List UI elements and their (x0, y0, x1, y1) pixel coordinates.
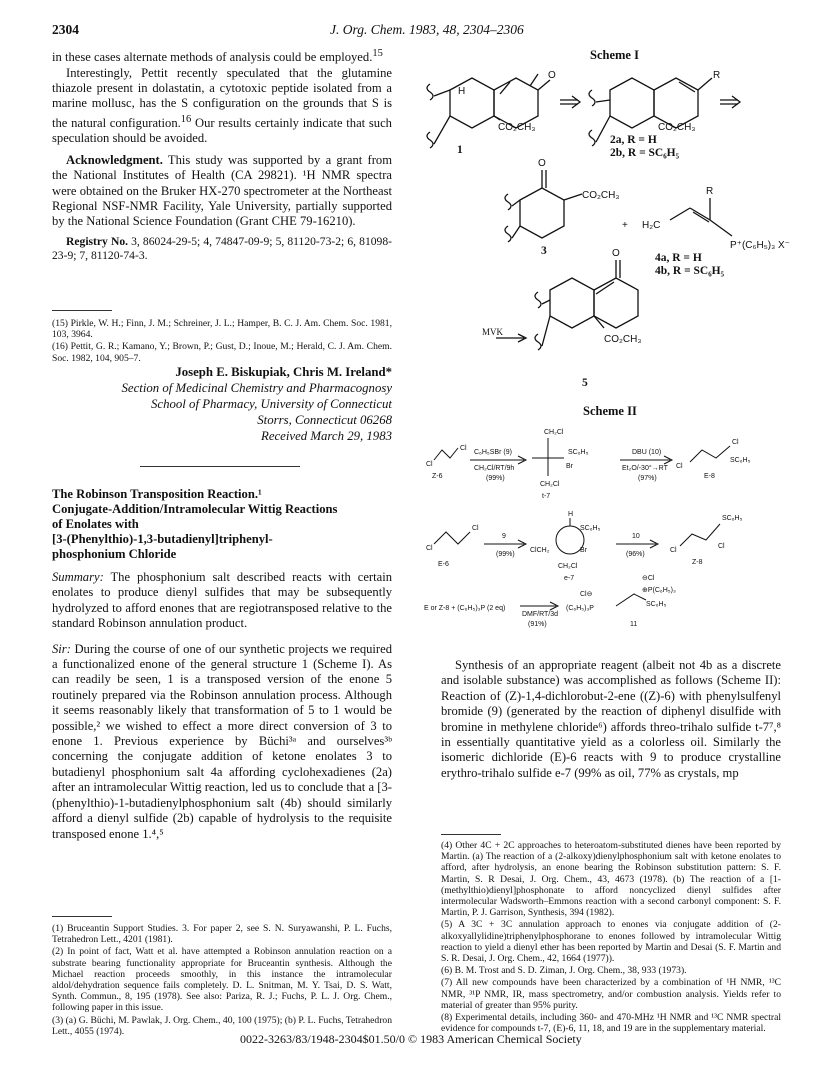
para-pettit: Interestingly, Pettit recently speculated that the glutamine thiazole present in dolastatin, a cytotoxic peptide isolated from a marine mollusc, has the S configuration on the grounds that S is the natural configuration. (52, 65, 392, 130)
atom-label: SC₆H₅ (568, 449, 589, 456)
footnote-rule (52, 310, 112, 311)
atom-label: C₆H₅SBr (9) (474, 449, 512, 456)
title-line-4: [3-(Phenylthio)-1,3-butadienyl]triphenyl- (52, 532, 273, 546)
atom-label: CO₂CH₃ (604, 334, 642, 345)
sir-text: During the course of one of our synthetic projects we required a functionalized enone of the general structure 1 (Scheme I). As can readily be seen, 1 is a transposed version of the enone 5 routinely prepared via the Robinson annulation process. Although it seems reasonably likely that transformation of 5 to 1 would be possible,² we wished to effect a more direct conversion of 3 to enone 1. Previous experience by Büchi³ᵃ and ourselves³ᵇ concerning the conjugate addition of ketone enolates 3 to butadienyl phosphonium salt 4a affording cyclohexadienes (2a) after an intramolecular Wittig reaction, led us to conclude that a [3-(phenylthio)-1-butadienylphosphonium salt (4b) should similarly afford a dienyl sulfide (2b) capable of hydrolysis to the requisite transposed enone 1.⁴,⁵ (52, 641, 392, 841)
atom-label: Cl (732, 439, 739, 446)
atom-label: (91%) (528, 621, 547, 628)
atom-label: 10 (632, 533, 640, 540)
footnote-8: (8) Experimental details, including 360- and 470-MHz ¹H NMR and ¹³C NMR spectral evidence for compounds t-7, (E)-6, 11, 18, and 19 are in the supplementary material. (441, 1012, 781, 1035)
atom-label: (99%) (486, 475, 505, 482)
footnote-1: (1) Bruceantin Support Studies. 3. For paper 2, see S. N. Suryawanshi, P. L. Fuchs, Tetrahedron Lett., 4201 (1981). (52, 923, 392, 946)
scheme-2-title: Scheme II (583, 404, 637, 418)
label-4b: 4b, R = SC₆H₅ (655, 265, 725, 277)
footnotes-top (52, 318, 392, 365)
received-date: Received March 29, 1983 (261, 429, 392, 443)
scheme-1-drawing (420, 60, 790, 430)
footnote-15: (15) Pirkle, W. H.; Finn, J. M.; Schreiner, J. L.; Hamper, B. C. J. Am. Chem. Soc. 1981, 103, 3964. (52, 318, 392, 341)
authors: Joseph E. Biskupiak, Chris M. Ireland* (175, 365, 392, 379)
title-line-5: phosphonium Chloride (52, 547, 177, 561)
atom-label: 11 (630, 621, 638, 628)
atom-label: e-7 (564, 575, 575, 582)
footnote-2: (2) In point of fact, Watt et al. have attempted a Robinson annulation reaction on a substrate bearing functionality appropriate for Bruceantin synthesis. Although the Michael reaction proceeds smoothly, in this instance the intramolecular aldol/dehydration sequence fails completely. D. L. Snitman, M. Y. Tsai, D. S. Watt, Synth. Commun., 8, 195 (1978). See also: Pariza, R. J.; Fuchs, P. L. J. Org. Chem., following paper in this issue. (52, 946, 392, 1014)
atom-label: DBU (10) (632, 449, 662, 456)
atom-label: Cl (426, 545, 433, 552)
atom-label: E-8 (704, 473, 715, 480)
footnotes-bottom-left (52, 923, 392, 1038)
left-column-top (52, 46, 392, 263)
summary-heading: Summary: (52, 570, 104, 584)
para-synthesis: Synthesis of an appropriate reagent (albeit not 4b as a discrete and isolable substance) was accomplished as follows (Scheme II): Reaction of (Z)-1,4-dichlorobut-2-ene ((Z)-6) with phenylsulfenyl bromide (9) (generated by the reaction of diphenyl disulfide with bromine in methylene chloride⁶) affords threo-trihalo sulfide t-7⁷,⁸ in essentially quantitative yield as a colorless oil. Similarly the isomeric dichloride (E)-6 reacts with 9 to produce crystalline erythro-trihalo sulfide e-7 (99% as oil, 77% as crystals, mp (441, 658, 781, 780)
title-line-1: The Robinson Transposition Reaction.¹ (52, 487, 262, 501)
atom-label: t-7 (542, 493, 551, 500)
atom-label: (97%) (638, 475, 657, 482)
atom-label: Cl⊖ (580, 591, 593, 598)
atom-label: Cl (426, 461, 433, 468)
footnote-7: (7) All new compounds have been characterized by a combination of ¹H NMR, ¹³C NMR, ³¹P NMR, IR, mass spectrometry, and/or combustion analysis. Yields refer to material of greater than 95% purity. (441, 977, 781, 1011)
label-3: 3 (541, 245, 547, 257)
page-footer: 0022-3263/83/1948-2304$01.50/0 © 1983 American Chemical Society (240, 1032, 582, 1046)
footnotes-right (441, 840, 781, 1035)
atom-label: (99%) (496, 551, 515, 558)
reagent-mvk: MVK (482, 327, 504, 337)
ring (494, 78, 538, 128)
para-pettit-tail: Our results certainly indicate that such speculation should be avoided. (52, 116, 392, 146)
atom-label: Z-8 (692, 559, 703, 566)
separator-rule (140, 466, 300, 467)
atom-label: Cl (460, 445, 467, 452)
atom-label: ⊕P(C₆H₅)₃ (642, 587, 676, 594)
ref-mark: 16 (180, 113, 192, 125)
sir-heading: Sir: (52, 641, 71, 656)
atom-label: CO₂CH₃ (498, 122, 536, 133)
atom-label: Z-6 (432, 473, 443, 480)
footnote-5: (5) A 3C + 3C annulation approach to enones via conjugate addition of (2-alkoxyallylidine)triphenylphosphorane to enones followed by intramolecular Wittig reaction to yield a dienyl ether has been reported by Martin and Desai (S. F. Martin and S. R. Desai, J. Org. Chem., 42, 1664 (1977)). (441, 919, 781, 965)
atom-label: SC₆H₅ (646, 601, 667, 608)
atom-label: H (568, 511, 574, 518)
atom-label: ClCH₂ (530, 547, 550, 554)
atom-label: SC₆H₅ (730, 457, 751, 464)
footnote-rule (52, 916, 112, 917)
affiliation-3: Storrs, Connecticut 06268 (257, 413, 392, 427)
author-block (52, 364, 392, 444)
footnote-rule (441, 834, 501, 835)
ref-mark: 15 (372, 48, 383, 59)
atom-label: Cl (670, 547, 677, 554)
atom-label: P⁺(C₆H₅)₃ X⁻ (730, 240, 790, 251)
page-number: 2304 (52, 22, 79, 37)
atom-label: CH₂Cl (544, 429, 564, 436)
summary-text: The phosphonium salt described reacts with certain enolates to produce dienyl sulfides that may be subsequently hydrolyzed to afford enones that are regiotransposed relative to the standard Robinson annulation product. (52, 570, 392, 631)
atom-label: SC₆H₅ (722, 515, 743, 522)
atom-label: CH₂Cl/RT/9h (474, 465, 515, 472)
atom-label: CH₂Cl (540, 481, 560, 488)
label-2b: 2b, R = SC₆H₅ (610, 147, 680, 159)
atom-label: Br (566, 463, 573, 470)
atom-label: O (548, 70, 556, 81)
ring (450, 78, 494, 128)
footnote-3: (3) (a) G. Büchi, M. Pawlak, J. Org. Chem., 40, 100 (1975); (b) P. L. Fuchs, Tetrahedron Lett., 4055 (1974). (52, 1014, 392, 1037)
scheme-2-drawing (420, 420, 790, 630)
atom-label: (C₆H₅)₃P (566, 605, 594, 612)
title-line-2: Conjugate-Addition/Intramolecular Wittig Reactions (52, 502, 338, 516)
atom-label: O (538, 158, 546, 169)
atom-label: Br (580, 547, 587, 554)
atom-label: R (706, 186, 714, 197)
atom-label: + (622, 220, 628, 231)
scheme-1-title: Scheme I (590, 48, 639, 62)
atom-label: E-6 (438, 561, 449, 568)
affiliation-1: Section of Medicinal Chemistry and Pharmacognosy (121, 381, 392, 395)
title-line-3: of Enolates with (52, 517, 139, 531)
atom-label: CO₂CH₃ (582, 190, 620, 201)
atom-label: Cl (676, 463, 683, 470)
atom-label: CO₂CH₃ (658, 122, 696, 133)
para-continuation: in these cases alternate methods of analysis could be employed. (52, 50, 373, 65)
atom-label: R (713, 70, 721, 81)
footnote-6: (6) B. M. Trost and S. D. Ziman, J. Org. Chem., 38, 933 (1973). (441, 965, 687, 977)
atom-label: O (612, 248, 620, 259)
running-header: J. Org. Chem. 1983, 48, 2304–2306 (330, 22, 524, 37)
ack-text: This study was supported by a grant from the National Institutes of Health (CA 29821). ¹H NMR spectra were obtained on the Bruker HX-270 spectrometer at the Northeast Regional NSF-NMR Facility, Yale University, partially supported by the National Science Foundation (Grant CHE 79-16210). (52, 152, 392, 229)
atom-label: E or Z-8 + (C₆H₅)₃P (2 eq) (424, 605, 506, 612)
atom-label: Et₂O/-30°→RT (622, 465, 668, 472)
atom-label: Cl (472, 525, 479, 532)
label-1: 1 (457, 144, 463, 156)
atom-label: DMF/RT/3d (522, 611, 559, 618)
label-5: 5 (582, 377, 588, 389)
atom-label: CH₂Cl (558, 563, 578, 570)
atom-label: SC₆H₅ (580, 525, 601, 532)
footnote-16: (16) Pettit, G. R.; Kamano, Y.; Brown, P.; Gust, D.; Inoue, M.; Herald, C. J. Am. Chem. Soc. 1982, 104, 905–7. (52, 341, 392, 364)
left-column-body (52, 570, 392, 842)
label-4a: 4a, R = H (655, 252, 702, 264)
ack-heading: Acknowledgment. (66, 152, 163, 167)
affiliation-2: School of Pharmacy, University of Connecticut (151, 397, 392, 411)
footnote-4: (4) Other 4C + 2C approaches to heteroatom-substituted dienes have been reported by Martin. (a) The reaction of a (2-alkoxy)dienylphosphonium salt with ketone enolates to afford, after hydrolysis, an enone bearing the Robinson substitution pattern: S. F. Martin, S. R Desai, J. Org. Chem., 43, 4673 (1978). (b) The reaction of a [1-(methylthio)dienyl]phosphonate to afford noncyclized dienyl sulfides after intermolecular Wadsworth–Emmons reaction with a second carbonyl component: S. F. Martin, P. J. Garrison, Synthesis, 394 (1982). (441, 840, 781, 919)
registry-text: 3, 86024-29-5; 4, 74847-09-9; 5, 81120-73-2; 6, 81098-23-9; 7, 81120-74-3. (52, 234, 392, 262)
article-title (52, 487, 392, 562)
atom-label: 9 (502, 533, 506, 540)
atom-label: Cl (718, 543, 725, 550)
atom-label: ⊖Cl (642, 575, 655, 582)
atom-label: H₂C (642, 220, 661, 231)
registry-heading: Registry No. (66, 234, 129, 248)
atom-label: (96%) (626, 551, 645, 558)
atom-label: H (458, 86, 466, 97)
label-2a: 2a, R = H (610, 134, 657, 146)
